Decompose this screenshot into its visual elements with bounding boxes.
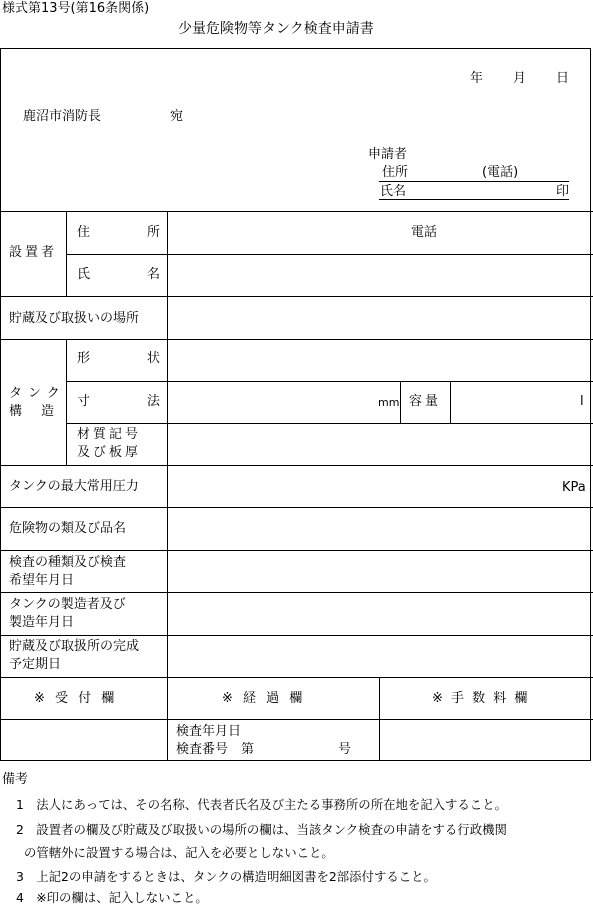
shape-label-b: 状	[147, 351, 161, 366]
inspection-label-2: 希望年月日	[9, 573, 75, 588]
installer-name-label-b: 名	[147, 267, 161, 282]
max-pressure-label: タンクの最大常用圧力	[9, 479, 139, 494]
seal-mark: 印	[556, 184, 570, 199]
note-4: 4 ※印の欄は、記入しないこと。	[16, 890, 208, 905]
manufacturer-label-2: 製造年月日	[9, 615, 75, 630]
inspection-label-1: 検査の種類及び検査	[9, 555, 127, 570]
dimension-unit: mm	[378, 396, 400, 409]
dimension-label-b: 法	[147, 394, 161, 409]
month-label: 月	[513, 71, 527, 86]
go-label: 号	[338, 742, 352, 757]
hazard-label: 危険物の類及び品名	[9, 521, 127, 536]
form-number: 様式第13号(第16条関係)	[2, 1, 150, 16]
installer-label: 設置者	[9, 245, 58, 260]
material-label-2: 及び板厚	[77, 445, 142, 460]
manufacturer-label-1: タンクの製造者及び	[9, 597, 126, 612]
page-title: 少量危険物等タンク検査申請書	[178, 21, 374, 37]
tank-structure-label-2: 構 造	[9, 404, 58, 419]
tank-structure-label-1: タンク	[9, 386, 66, 401]
note-3: 3 上記2の申請をするときは、タンクの構造明細図書を2部添付すること。	[16, 869, 436, 884]
day-label: 日	[556, 71, 570, 86]
addressee: 鹿沼市消防長	[23, 109, 102, 124]
pressure-unit: KPa	[562, 480, 586, 495]
phone-label: (電話)	[482, 165, 519, 180]
installer-address-label-b: 所	[147, 225, 161, 240]
shape-label-a: 形	[77, 351, 91, 366]
inspection-date-label: 検査年月日	[176, 724, 242, 739]
progress-column-header: ※ 経 過 欄	[222, 691, 306, 706]
fee-column-header: ※ 手 数 料 欄	[432, 691, 530, 706]
completion-label-1: 貯蔵及び取扱所の完成	[9, 639, 140, 654]
dimension-label-a: 寸	[77, 394, 91, 409]
storage-place-label: 貯蔵及び取扱いの場所	[9, 311, 140, 326]
material-label-1: 材質記号	[77, 427, 142, 442]
completion-label-2: 予定期日	[9, 657, 62, 672]
note-1: 1 法人にあっては、その名称、代表者氏名及び主たる事務所の所在地を記入すること。	[16, 797, 507, 812]
installer-phone-label: 電話	[411, 225, 438, 240]
inspection-number-label: 検査番号 第	[176, 742, 255, 757]
installer-name-label-a: 氏	[77, 267, 91, 282]
notes-heading: 備考	[2, 772, 29, 787]
note-2: 2 設置者の欄及び貯蔵及び取扱いの場所の欄は、当該タンク検査の申請をする行政機関	[16, 822, 507, 837]
capacity-label: 容量	[409, 394, 442, 409]
note-2-continued: の管轄外に設置する場合は、記入を必要としないこと。	[24, 845, 334, 860]
capacity-unit: l	[580, 394, 584, 409]
installer-address-label-a: 住	[77, 225, 91, 240]
name-label: 氏名	[380, 184, 407, 199]
reception-column-header: ※ 受 付 欄	[34, 691, 118, 706]
applicant-label: 申請者	[368, 147, 408, 162]
atena-label: 宛	[170, 109, 184, 124]
year-label: 年	[470, 71, 484, 86]
address-label: 住所	[382, 165, 409, 180]
